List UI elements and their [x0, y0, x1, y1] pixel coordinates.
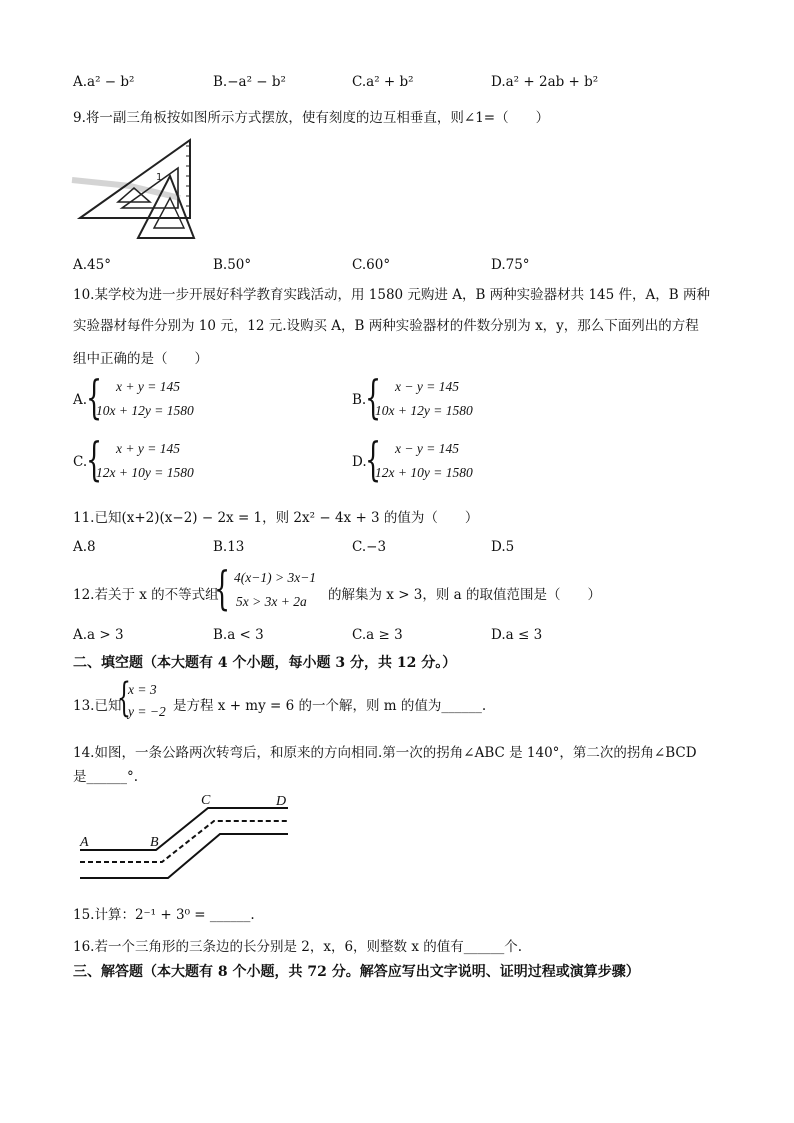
q9-angle-label: 1 [156, 172, 163, 183]
q16-question-text: 16.若一个三角形的三条边的长分别是 2，x，6，则整数 x 的值有______个. [73, 939, 523, 955]
q10-option-d-eq1: x − y = 145 [395, 441, 459, 456]
q9-question-text: 9.将一副三角板按如图所示方式摆放，使有刻度的边互相垂直，则∠1=（ ） [73, 110, 550, 126]
q10-option-a-label: A. [73, 392, 88, 408]
q8-option-a: A.a² − b² [73, 74, 135, 90]
q12-option-c: C.a ≥ 3 [352, 627, 403, 643]
q12-question-prefix: 12.若关于 x 的不等式组 [73, 587, 219, 603]
q9-option-b: B.50° [213, 257, 252, 273]
q15-question-text: 15.计算：2⁻¹ + 3⁰ = ______. [73, 907, 255, 923]
q10-option-b-brace: { [365, 370, 382, 424]
q13-eq-2: y = −2 [128, 704, 166, 719]
q8-option-d: D.a² + 2ab + b² [491, 74, 599, 90]
q10-question-line-1: 10.某学校为进一步开展好科学教育实践活动，用 1580 元购进 A，B 两种实验器材共 145 件，A，B 两种 [73, 287, 710, 303]
q14-road-figure [74, 788, 294, 884]
q9-option-c: C.60° [352, 257, 391, 273]
q10-option-c-eq2: 12x + 10y = 1580 [96, 465, 194, 480]
q10-option-d-eq2: 12x + 10y = 1580 [375, 465, 473, 480]
q11-option-b: B.13 [213, 539, 245, 555]
q12-option-a: A.a > 3 [73, 627, 124, 643]
section-3-title: 三、解答题（本大题有 8 个小题，共 72 分。解答应写出文字说明、证明过程或演算步骤） [73, 964, 640, 980]
q11-option-a: A.8 [73, 539, 96, 555]
q12-question-suffix: 的解集为 x > 3，则 a 的取值范围是（ ） [328, 587, 602, 603]
q13-brace: { [117, 675, 131, 721]
q10-option-c-label: C. [73, 454, 88, 470]
q10-question-line-3: 组中正确的是（ ） [73, 351, 208, 367]
q10-option-b-eq1: x − y = 145 [395, 379, 459, 394]
q9-triangle-rulers-figure [70, 136, 200, 240]
q14-question-line-1: 14.如图，一条公路两次转弯后，和原来的方向相同.第一次的拐角∠ABC 是 140°，第二次的拐角∠BCD [73, 745, 697, 761]
q12-brace: { [214, 561, 231, 615]
q14-point-d-label: D [276, 794, 287, 809]
q12-option-d: D.a ≤ 3 [491, 627, 543, 643]
q10-question-line-2: 实验器材每件分别为 10 元，12 元.设购买 A，B 两种实验器材的件数分别为 x，y，那么下面列出的方程 [73, 318, 699, 334]
q11-option-d: D.5 [491, 539, 515, 555]
section-2-title: 二、填空题（本大题有 4 个小题，每小题 3 分，共 12 分。） [73, 655, 457, 671]
q14-point-a-label: A [80, 835, 89, 850]
q8-option-c: C.a² + b² [352, 74, 414, 90]
q12-inequality-1: 4(x−1) > 3x−1 [234, 570, 317, 585]
q10-option-b-eq2: 10x + 12y = 1580 [375, 403, 473, 418]
q12-option-b: B.a < 3 [213, 627, 264, 643]
q10-option-a-eq2: 10x + 12y = 1580 [96, 403, 194, 418]
q13-prefix: 13.已知 [73, 698, 122, 714]
q9-option-a: A.45° [73, 257, 111, 273]
q10-option-a-brace: { [86, 370, 103, 424]
q12-inequality-2: 5x > 3x + 2a [236, 594, 307, 609]
q10-option-d-brace: { [365, 432, 382, 486]
q8-option-b: B.−a² − b² [213, 74, 286, 90]
q10-option-b-label: B. [352, 392, 367, 408]
q13-suffix: 是方程 x + my = 6 的一个解，则 m 的值为______. [173, 698, 487, 714]
q10-option-c-eq1: x + y = 145 [116, 441, 180, 456]
q10-option-c-brace: { [86, 432, 103, 486]
q14-question-line-2: 是______°. [73, 769, 139, 785]
q11-question-text: 11.已知(x+2)(x−2) − 2x = 1，则 2x² − 4x + 3 的值为（ ） [73, 510, 479, 526]
q14-point-b-label: B [150, 835, 159, 850]
q10-option-a-eq1: x + y = 145 [116, 379, 180, 394]
q9-option-d: D.75° [491, 257, 530, 273]
q11-option-c: C.−3 [352, 539, 387, 555]
q10-option-d-label: D. [352, 454, 367, 470]
q13-eq-1: x = 3 [128, 682, 157, 697]
q14-point-c-label: C [201, 793, 211, 808]
